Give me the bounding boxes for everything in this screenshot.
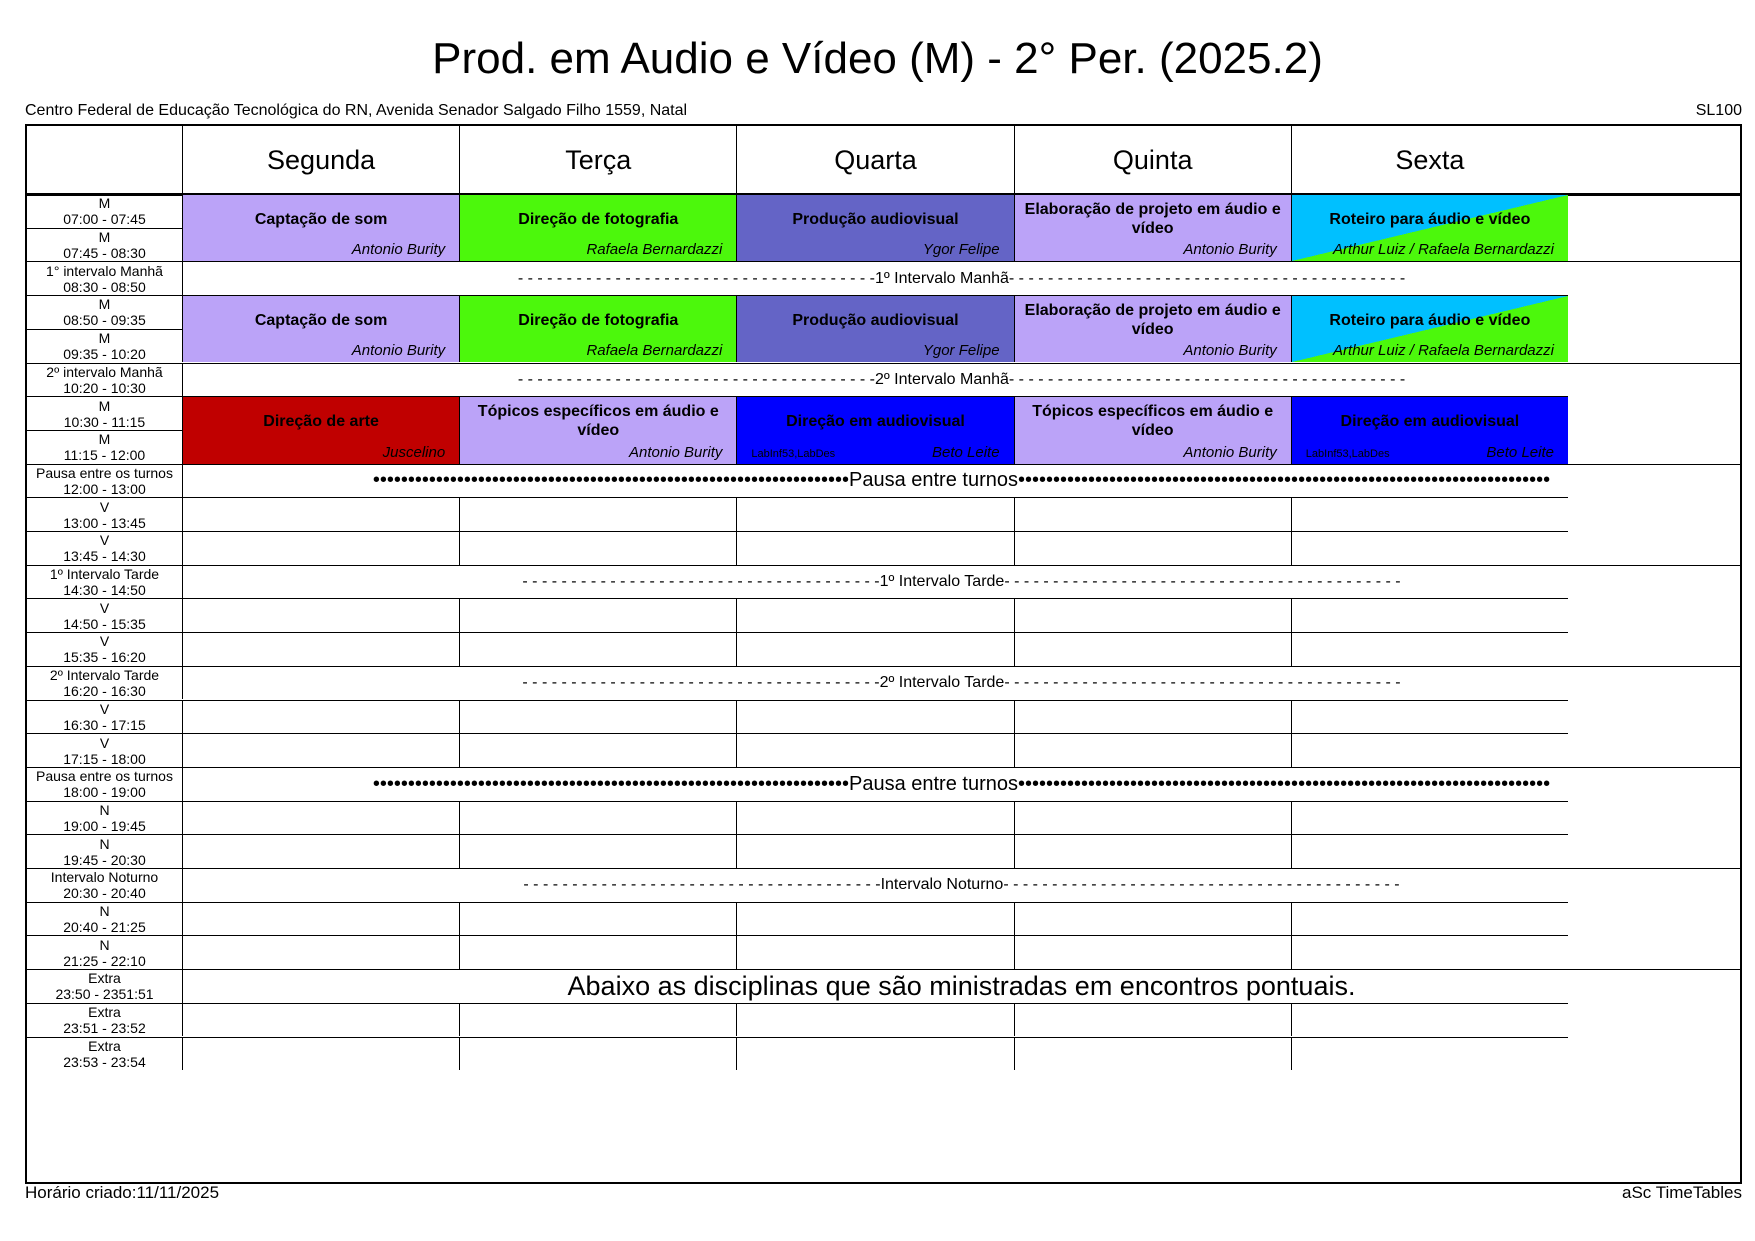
period-label xyxy=(27,464,182,498)
period-label xyxy=(27,666,182,700)
period-name: V xyxy=(99,599,110,616)
period-name: Pausa entre os turnos xyxy=(36,768,173,785)
period-time: 23:50 - 2351:51 xyxy=(55,986,154,1003)
period-time: 09:35 - 10:20 xyxy=(63,346,146,363)
period-time: 08:30 - 08:50 xyxy=(63,278,146,295)
lesson-teacher: Rafaela Bernardazzi xyxy=(586,342,723,360)
dot-leader: •••••••••••••••••••••••••••••••••••••••••••••••••••••••••••••••••••• xyxy=(372,469,849,492)
period-label xyxy=(27,834,182,868)
empty-slot xyxy=(736,497,1013,531)
period-name: Pausa entre os turnos xyxy=(36,464,173,481)
empty-slot xyxy=(1291,733,1568,767)
period-name: M xyxy=(98,229,111,246)
empty-slot xyxy=(1014,902,1291,936)
period-label xyxy=(27,700,182,734)
period-label xyxy=(27,767,182,801)
period-time: 21:25 - 22:10 xyxy=(63,952,146,969)
day-header: Quarta xyxy=(736,126,1013,194)
break-row xyxy=(182,666,1740,700)
period-label xyxy=(27,1003,182,1037)
lesson-teacher: Arthur Luiz / Rafaela Bernardazzi xyxy=(1333,342,1554,360)
period-time: 16:20 - 16:30 xyxy=(63,683,146,700)
creation-date: Horário criado:11/11/2025 xyxy=(25,1183,220,1202)
empty-slot xyxy=(182,497,459,531)
empty-slot xyxy=(459,902,736,936)
break-label: 2º Intervalo Manhã xyxy=(874,370,1009,388)
period-time: 16:30 - 17:15 xyxy=(63,716,146,733)
lesson-teacher: Arthur Luiz / Rafaela Bernardazzi xyxy=(1333,241,1554,259)
lesson-card[interactable] xyxy=(459,295,736,362)
day-header: Terça xyxy=(459,126,736,194)
period-name: Intervalo Noturno xyxy=(50,869,159,886)
lesson-subject: Direção em audiovisual xyxy=(1340,412,1520,430)
period-label xyxy=(27,868,182,902)
lesson-card[interactable] xyxy=(1014,194,1291,261)
period-name: M xyxy=(98,431,111,448)
room-code: SL100 xyxy=(1695,102,1742,119)
dash-leader: - - - - - - - - - - - - - - - - - - - - - - - - - - - - - - - - - - - - - xyxy=(522,573,880,591)
empty-slot xyxy=(1291,834,1568,868)
period-name: Extra xyxy=(88,970,121,987)
period-time: 12:00 - 13:00 xyxy=(63,480,146,497)
period-label xyxy=(27,801,182,835)
period-label xyxy=(27,733,182,767)
period-name: N xyxy=(99,835,110,852)
empty-slot xyxy=(1291,497,1568,531)
period-name: V xyxy=(99,532,110,549)
break-label: 1º Intervalo Tarde xyxy=(879,573,1005,591)
empty-slot xyxy=(459,497,736,531)
lesson-card[interactable] xyxy=(1291,396,1568,463)
lesson-card[interactable] xyxy=(736,194,1013,261)
empty-slot xyxy=(1014,497,1291,531)
day-header: Segunda xyxy=(182,126,459,194)
period-label xyxy=(27,598,182,632)
period-time: 15:35 - 16:20 xyxy=(63,649,146,666)
software-credit: aSc TimeTables xyxy=(1622,1183,1742,1202)
break-label: Pausa entre turnos xyxy=(848,469,1018,492)
empty-slot xyxy=(1014,1037,1291,1071)
lesson-subject: Tópicos específicos em áudio e vídeo xyxy=(477,403,719,440)
empty-slot xyxy=(1291,801,1568,835)
empty-slot xyxy=(1014,801,1291,835)
lesson-card[interactable] xyxy=(1291,194,1568,261)
period-label xyxy=(27,430,182,464)
empty-slot xyxy=(736,598,1013,632)
empty-slot xyxy=(736,1037,1013,1071)
empty-slot xyxy=(1291,632,1568,666)
lesson-card[interactable] xyxy=(736,295,1013,362)
period-name: 1° intervalo Manhã xyxy=(46,262,163,279)
lesson-subject: Roteiro para áudio e vídeo xyxy=(1329,311,1531,329)
period-time: 23:51 - 23:52 xyxy=(63,1020,146,1037)
period-time: 07:00 - 07:45 xyxy=(63,210,146,227)
lesson-teacher: Antonio Burity xyxy=(1183,241,1277,259)
lesson-card[interactable] xyxy=(182,396,459,463)
empty-slot xyxy=(1291,531,1568,565)
dash-leader: - - - - - - - - - - - - - - - - - - - - - - - - - - - - - - - - - - - - - - - - - xyxy=(1004,573,1401,591)
lesson-subject: Direção de fotografia xyxy=(518,210,679,228)
lesson-card[interactable] xyxy=(182,295,459,362)
dash-leader: - - - - - - - - - - - - - - - - - - - - - - - - - - - - - - - - - - - - - - - - - xyxy=(1008,269,1406,287)
period-label xyxy=(27,228,182,262)
period-label xyxy=(27,261,182,295)
lesson-teacher: Rafaela Bernardazzi xyxy=(586,241,723,259)
lesson-teacher: Ygor Felipe xyxy=(922,342,1000,360)
period-name: 2º intervalo Manhã xyxy=(46,363,163,380)
period-time: 20:30 - 20:40 xyxy=(63,885,146,902)
period-label xyxy=(27,531,182,565)
period-label xyxy=(27,902,182,936)
empty-slot xyxy=(1014,598,1291,632)
empty-slot xyxy=(1014,531,1291,565)
day-header: Sexta xyxy=(1291,126,1568,194)
empty-slot xyxy=(1291,1003,1568,1037)
dash-leader: - - - - - - - - - - - - - - - - - - - - - - - - - - - - - - - - - - - - - xyxy=(517,370,875,388)
dash-leader: - - - - - - - - - - - - - - - - - - - - - - - - - - - - - - - - - - - - - - - - - xyxy=(1004,674,1401,692)
empty-slot xyxy=(1291,902,1568,936)
period-name: V xyxy=(99,700,110,717)
lesson-card[interactable] xyxy=(1014,295,1291,362)
dash-leader: - - - - - - - - - - - - - - - - - - - - - - - - - - - - - - - - - - - - - - - - - xyxy=(1003,876,1400,894)
lesson-subject: Direção em audiovisual xyxy=(786,412,965,430)
empty-slot xyxy=(182,598,459,632)
period-label xyxy=(27,497,182,531)
empty-slot xyxy=(1291,700,1568,734)
period-name: M xyxy=(98,397,111,414)
break-label: Intervalo Noturno xyxy=(880,876,1004,894)
empty-slot xyxy=(1014,700,1291,734)
lesson-teacher: Antonio Burity xyxy=(351,241,446,259)
lesson-subject: Produção audiovisual xyxy=(792,210,959,228)
institution-address: Centro Federal de Educação Tecnológica do RN, Avenida Senador Salgado Filho 1559, Natal xyxy=(25,102,688,119)
lesson-teacher: Antonio Burity xyxy=(1183,443,1277,461)
empty-slot xyxy=(182,801,459,835)
period-name: M xyxy=(98,296,111,313)
period-label xyxy=(27,969,182,1003)
lesson-subject: Tópicos específicos em áudio e vídeo xyxy=(1032,403,1274,440)
dot-leader: •••••••••••••••••••••••••••••••••••••••••••••••••••••••••••••••••••••••••••• xyxy=(1017,772,1551,795)
empty-slot xyxy=(182,1003,459,1037)
empty-slot xyxy=(736,733,1013,767)
dash-leader: - - - - - - - - - - - - - - - - - - - - - - - - - - - - - - - - - - - - - xyxy=(522,674,880,692)
lesson-card[interactable] xyxy=(459,396,736,463)
break-row xyxy=(182,767,1740,801)
empty-slot xyxy=(736,902,1013,936)
row-divider xyxy=(27,430,182,431)
empty-slot xyxy=(459,935,736,969)
empty-slot xyxy=(459,531,736,565)
period-time: 14:30 - 14:50 xyxy=(63,582,146,599)
break-label: 1º Intervalo Manhã xyxy=(874,269,1009,287)
period-time: 13:45 - 14:30 xyxy=(63,548,146,565)
lesson-teacher: Beto Leite xyxy=(1486,443,1554,461)
period-label xyxy=(27,632,182,666)
period-time: 11:15 - 12:00 xyxy=(63,447,146,464)
lesson-subject: Captação de som xyxy=(254,311,388,329)
empty-slot xyxy=(1014,733,1291,767)
lesson-card[interactable] xyxy=(1014,396,1291,463)
empty-slot xyxy=(1014,834,1291,868)
empty-slot xyxy=(459,632,736,666)
break-label: 2º Intervalo Tarde xyxy=(879,674,1005,692)
empty-slot xyxy=(736,801,1013,835)
period-time: 19:00 - 19:45 xyxy=(63,817,146,834)
empty-slot xyxy=(736,834,1013,868)
empty-slot xyxy=(459,801,736,835)
period-name: N xyxy=(99,936,110,953)
dot-leader: •••••••••••••••••••••••••••••••••••••••••••••••••••••••••••••••••••• xyxy=(372,772,849,795)
lesson-room: LabInf53,LabDes xyxy=(751,447,836,460)
period-time: 19:45 - 20:30 xyxy=(63,851,146,868)
period-name: N xyxy=(99,801,110,818)
period-time: 10:30 - 11:15 xyxy=(63,413,146,430)
empty-slot xyxy=(1291,1037,1568,1071)
lesson-subject: Direção de fotografia xyxy=(518,311,679,329)
period-time: 13:00 - 13:45 xyxy=(63,514,146,531)
period-time: 08:50 - 09:35 xyxy=(63,312,146,329)
lesson-teacher: Antonio Burity xyxy=(1183,342,1277,360)
empty-slot xyxy=(1291,598,1568,632)
dash-leader: - - - - - - - - - - - - - - - - - - - - - - - - - - - - - - - - - - - - - xyxy=(517,269,875,287)
period-name: M xyxy=(98,194,111,211)
empty-slot xyxy=(182,902,459,936)
empty-slot xyxy=(182,733,459,767)
lesson-teacher: Antonio Burity xyxy=(628,443,723,461)
period-time: 18:00 - 19:00 xyxy=(63,784,146,801)
break-row xyxy=(182,464,1740,498)
empty-slot xyxy=(182,700,459,734)
empty-slot xyxy=(736,632,1013,666)
period-label xyxy=(27,363,182,397)
period-name: V xyxy=(99,633,110,650)
lesson-subject: Roteiro para áudio e vídeo xyxy=(1329,210,1531,228)
lesson-subject: Produção audiovisual xyxy=(792,311,959,329)
period-name: Extra xyxy=(88,1004,121,1021)
period-time: 20:40 - 21:25 xyxy=(63,919,146,936)
period-name: N xyxy=(99,903,110,920)
empty-slot xyxy=(1291,935,1568,969)
dash-leader: - - - - - - - - - - - - - - - - - - - - - - - - - - - - - - - - - - - - - - - - - xyxy=(1008,370,1406,388)
lesson-subject: Captação de som xyxy=(254,210,388,228)
period-label xyxy=(27,396,182,430)
lesson-subject: Direção de arte xyxy=(263,412,379,430)
empty-slot xyxy=(459,1003,736,1037)
period-time: 17:15 - 18:00 xyxy=(63,750,146,767)
corner-cell xyxy=(27,126,182,194)
period-time: 07:45 - 08:30 xyxy=(63,245,146,262)
empty-slot xyxy=(1014,632,1291,666)
empty-slot xyxy=(459,598,736,632)
period-label xyxy=(27,295,182,329)
break-row xyxy=(182,565,1740,599)
break-row xyxy=(182,363,1740,397)
break-row xyxy=(182,261,1740,295)
lesson-teacher: Beto Leite xyxy=(932,443,1000,461)
lesson-teacher: Juscelino xyxy=(382,443,446,461)
period-label xyxy=(27,329,182,363)
row-divider xyxy=(27,329,182,330)
empty-slot xyxy=(736,1003,1013,1037)
empty-slot xyxy=(182,935,459,969)
period-name: 1º Intervalo Tarde xyxy=(49,566,160,583)
lesson-subject: Elaboração de projeto em áudio e vídeo xyxy=(1024,302,1281,339)
break-row xyxy=(182,868,1740,902)
lesson-card[interactable] xyxy=(459,194,736,261)
period-label xyxy=(27,565,182,599)
lesson-card[interactable] xyxy=(736,396,1013,463)
period-name: 2º Intervalo Tarde xyxy=(49,667,160,684)
day-header: Quinta xyxy=(1014,126,1291,194)
lesson-subject: Elaboração de projeto em áudio e vídeo xyxy=(1024,201,1281,238)
dot-leader: •••••••••••••••••••••••••••••••••••••••••••••••••••••••••••••••••••••••••••• xyxy=(1017,469,1551,492)
empty-slot xyxy=(182,531,459,565)
period-time: 10:20 - 10:30 xyxy=(63,379,146,396)
row-divider xyxy=(27,228,182,229)
note-row: Abaixo as disciplinas que são ministradas em encontros pontuais. xyxy=(182,969,1740,1003)
empty-slot xyxy=(182,1037,459,1071)
period-time: 23:53 - 23:54 xyxy=(63,1053,146,1070)
lesson-card[interactable] xyxy=(1291,295,1568,362)
empty-slot xyxy=(182,834,459,868)
timetable-grid xyxy=(25,124,1742,1184)
dash-leader: - - - - - - - - - - - - - - - - - - - - - - - - - - - - - - - - - - - - - xyxy=(523,876,881,894)
empty-slot xyxy=(459,700,736,734)
break-label: Pausa entre turnos xyxy=(848,772,1018,795)
empty-slot xyxy=(459,1037,736,1071)
lesson-teacher: Antonio Burity xyxy=(351,342,446,360)
period-label xyxy=(27,935,182,969)
empty-slot xyxy=(736,700,1013,734)
lesson-card[interactable] xyxy=(182,194,459,261)
period-label xyxy=(27,194,182,228)
empty-slot xyxy=(736,935,1013,969)
period-time: 14:50 - 15:35 xyxy=(63,615,146,632)
empty-slot xyxy=(459,834,736,868)
period-name: V xyxy=(99,734,110,751)
period-label xyxy=(27,1037,182,1071)
empty-slot xyxy=(1014,1003,1291,1037)
empty-slot xyxy=(182,632,459,666)
page-title: Prod. em Audio e Vídeo (M) - 2° Per. (2025.2) xyxy=(432,34,1323,83)
empty-slot xyxy=(1014,935,1291,969)
empty-slot xyxy=(459,733,736,767)
period-name: Extra xyxy=(88,1037,121,1054)
period-name: M xyxy=(98,330,111,347)
lesson-room: LabInf53,LabDes xyxy=(1305,447,1390,460)
period-name: V xyxy=(99,498,110,515)
empty-slot xyxy=(736,531,1013,565)
lesson-teacher: Ygor Felipe xyxy=(922,241,1000,259)
